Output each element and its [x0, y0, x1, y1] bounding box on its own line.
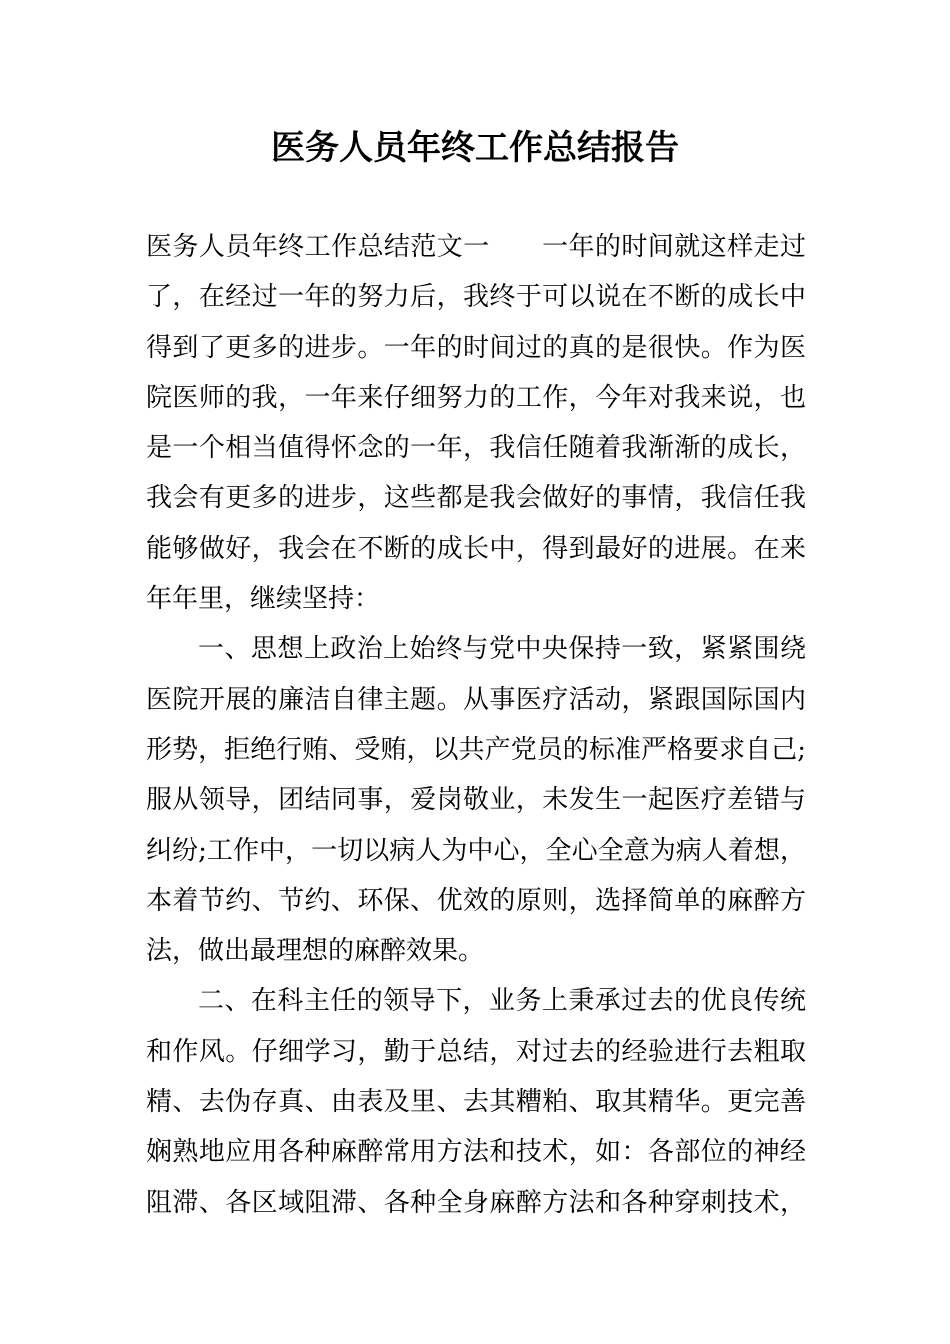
- body-line-1: [146, 222, 806, 272]
- body-line: 年年里，继续坚持：: [146, 584, 381, 615]
- paragraph-1-start: 一、思想上政治上始终与党中央保持一致，紧紧围绕: [198, 634, 806, 665]
- body-line: 本着节约、节约、环保、优效的原则，选择简单的麻醉方: [146, 885, 806, 916]
- body-line: 和作风。仔细学习，勤于总结，对过去的经验进行去粗取: [146, 1036, 806, 1067]
- body-line: 形势，拒绝行贿、受贿，以共产党员的标准严格要求自己;: [146, 734, 806, 765]
- body-line: 是一个相当值得怀念的一年，我信任随着我渐渐的成长，: [146, 433, 806, 464]
- document-title: 医务人员年终工作总结报告: [271, 128, 679, 168]
- document-body: [146, 222, 806, 1228]
- body-line: 纠纷;工作中，一切以病人为中心，全心全意为病人着想，: [146, 835, 806, 866]
- body-line: 服从领导，团结同事，爱岗敬业，未发生一起医疗差错与: [146, 785, 806, 816]
- body-line: 院医师的我，一年来仔细努力的工作，今年对我来说，也: [146, 382, 806, 413]
- paragraph-2-start: 二、在科主任的领导下，业务上秉承过去的优良传统: [198, 986, 806, 1017]
- body-line: 法，做出最理想的麻醉效果。: [146, 936, 485, 967]
- body-line: 能够做好，我会在不断的成长中，得到最好的进展。在来: [146, 533, 806, 564]
- section-heading: 医务人员年终工作总结范文一: [146, 232, 490, 262]
- body-line: 娴熟地应用各种麻醉常用方法和技术，如：各部位的神经: [146, 1137, 806, 1168]
- body-line: 阻滞、各区域阻滞、各种全身麻醉方法和各种穿刺技术，: [146, 1187, 806, 1218]
- body-line: 精、去伪存真、由表及里、去其糟粕、取其精华。更完善: [146, 1087, 806, 1118]
- body-line: 得到了更多的进步。一年的时间过的真的是很快。作为医: [146, 332, 806, 363]
- body-line-1-text: 一年的时间就这样走过: [541, 232, 806, 262]
- body-line: 医院开展的廉洁自律主题。从事医疗活动，紧跟国际国内: [146, 684, 806, 715]
- body-line: 了，在经过一年的努力后，我终于可以说在不断的成长中: [146, 282, 806, 313]
- body-line: 我会有更多的进步，这些都是我会做好的事情，我信任我: [146, 483, 806, 514]
